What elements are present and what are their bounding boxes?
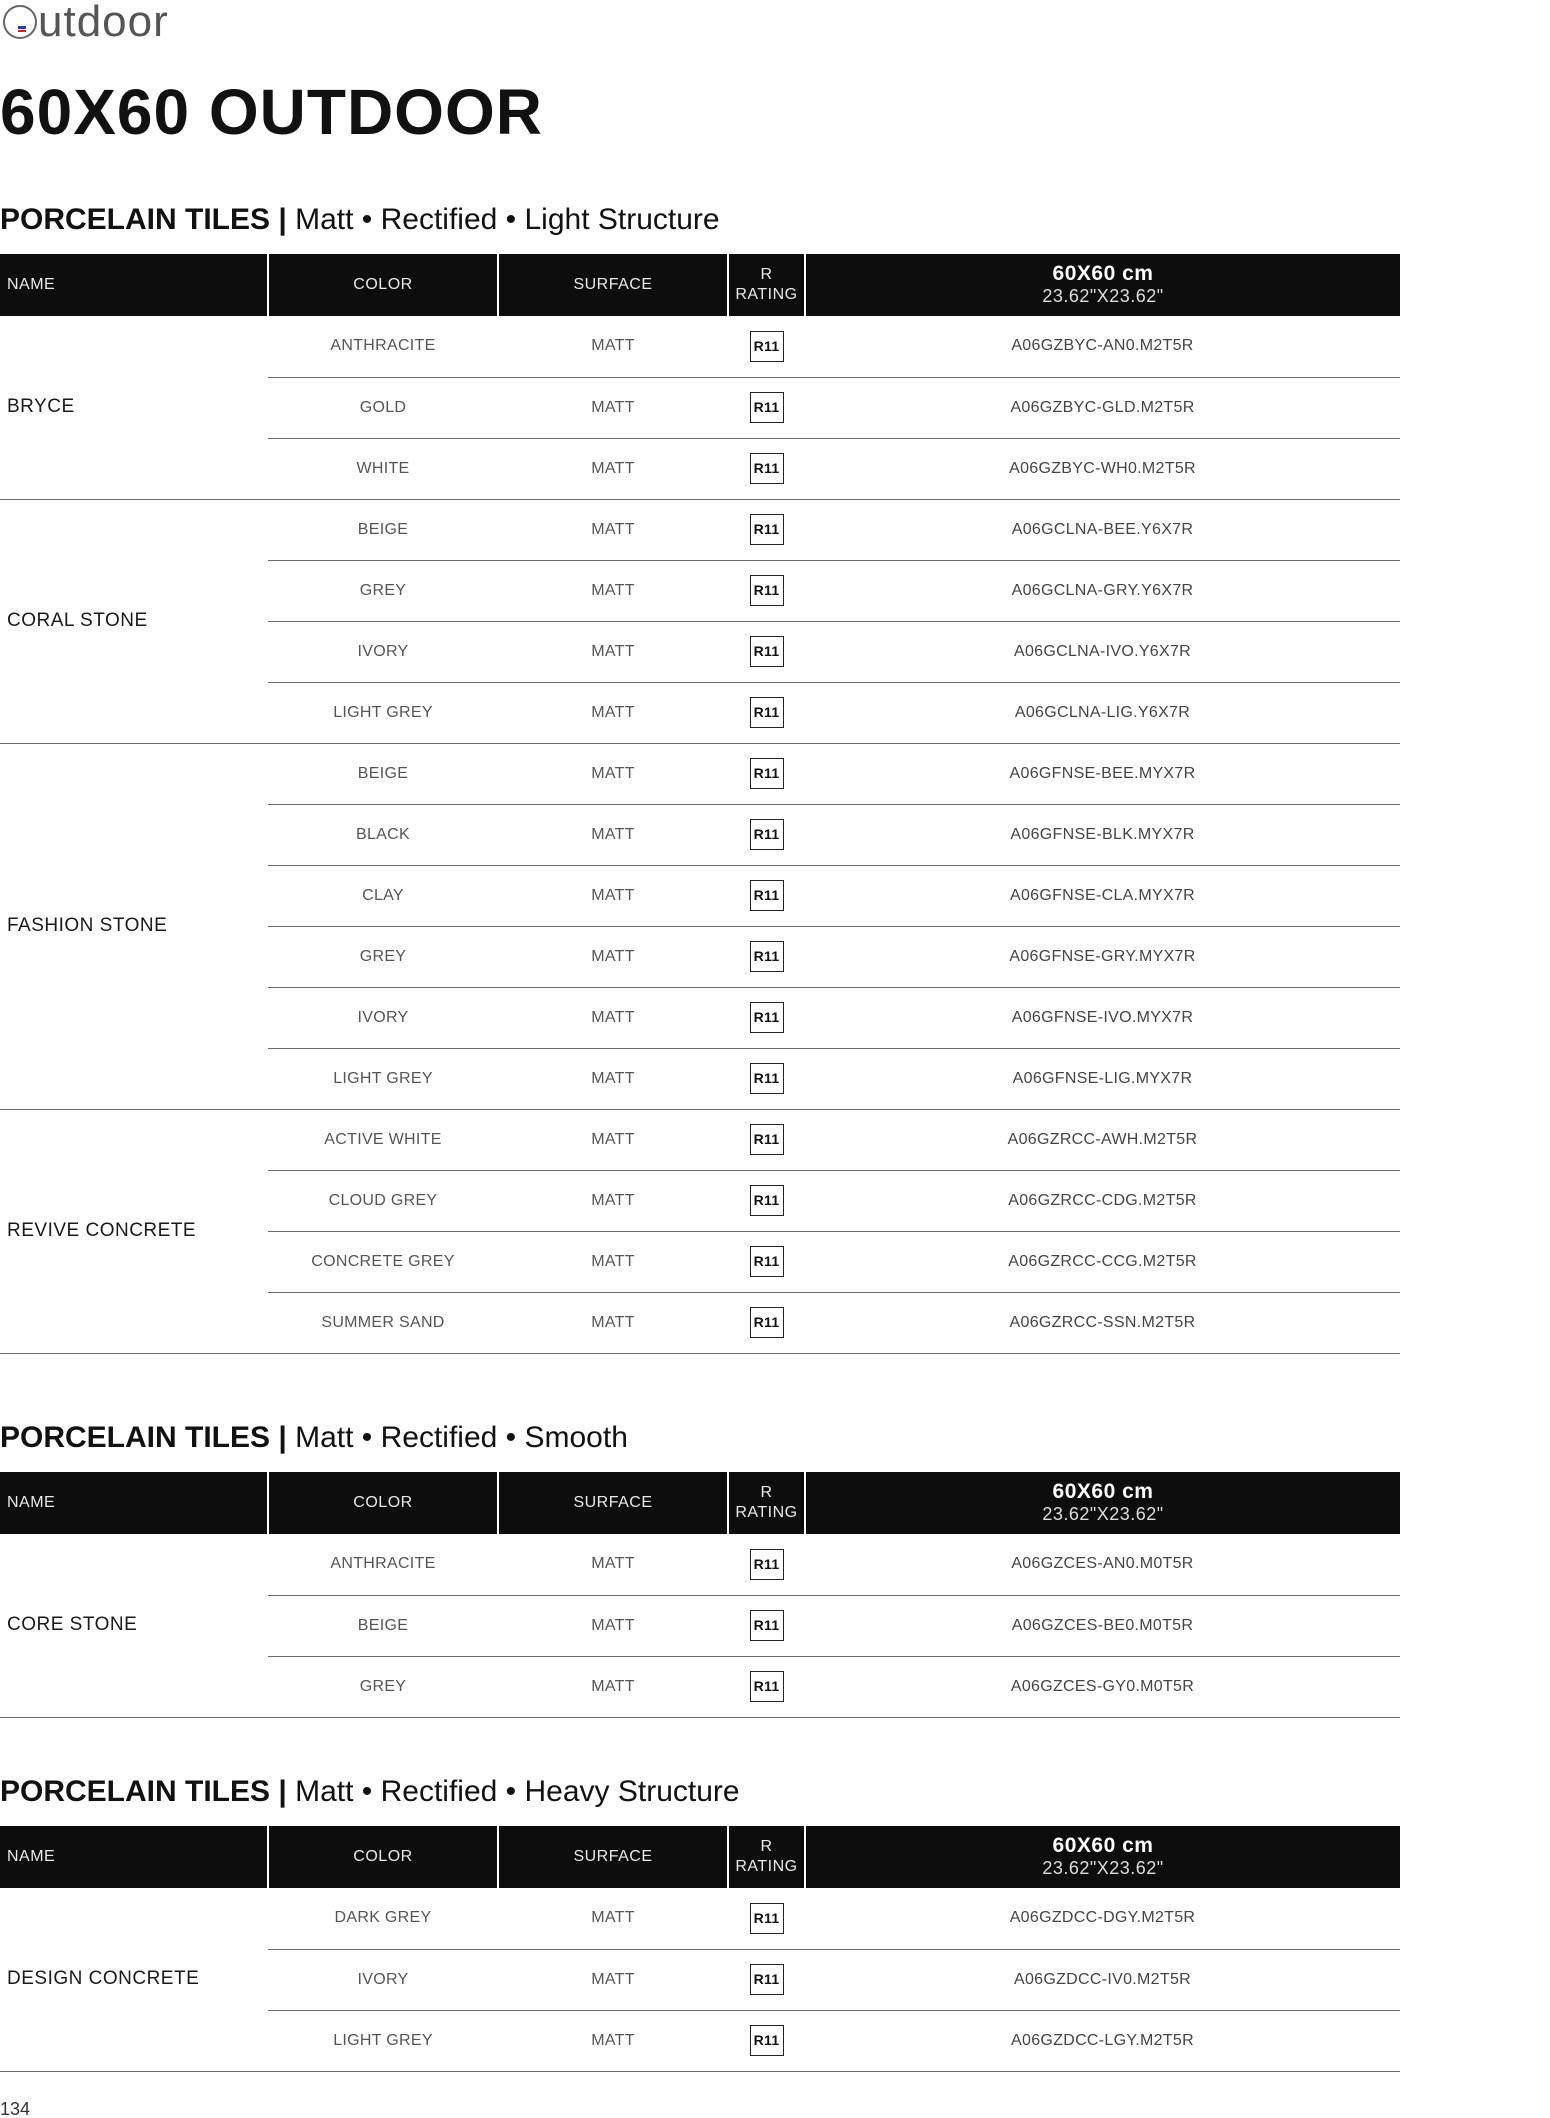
- header-surface: SURFACE: [498, 254, 728, 316]
- r-rating-badge: R11: [750, 880, 784, 911]
- surface-cell: MATT: [498, 743, 728, 804]
- product-code: A06GZRCC-AWH.M2T5R: [805, 1109, 1400, 1170]
- r-rating-badge: R11: [750, 1002, 784, 1033]
- header-r-line2: RATING: [735, 286, 798, 303]
- product-section: [0, 1418, 1400, 1718]
- product-name: DESIGN CONCRETE: [0, 1888, 268, 2071]
- r-rating-cell: [728, 1231, 805, 1292]
- product-code: A06GZCES-BE0.M0T5R: [805, 1595, 1400, 1656]
- table-row: [0, 316, 1400, 377]
- color-cell: LIGHT GREY: [268, 682, 498, 743]
- product-name: BRYCE: [0, 316, 268, 499]
- header-surface: SURFACE: [498, 1826, 728, 1888]
- product-table: [0, 254, 1400, 1354]
- r-rating-badge: R11: [750, 636, 784, 667]
- section-title: [0, 1418, 1400, 1458]
- product-name: CORE STONE: [0, 1534, 268, 1717]
- color-cell: ANTHRACITE: [268, 1534, 498, 1595]
- r-rating-badge: R11: [750, 1246, 784, 1277]
- r-rating-cell: [728, 1292, 805, 1353]
- surface-cell: MATT: [498, 682, 728, 743]
- product-code: A06GZDCC-LGY.M2T5R: [805, 2010, 1400, 2071]
- r-rating-badge: R11: [750, 1124, 784, 1155]
- section-title: [0, 200, 1400, 240]
- product-code: A06GZBYC-AN0.M2T5R: [805, 316, 1400, 377]
- table-header-row: [0, 1826, 1400, 1888]
- header-size-metric: 60X60 cm: [1052, 1834, 1154, 1857]
- r-rating-cell: [728, 926, 805, 987]
- page-title: 60X60 OUTDOOR: [0, 76, 543, 148]
- r-rating-badge: R11: [750, 2025, 784, 2056]
- color-cell: CONCRETE GREY: [268, 1231, 498, 1292]
- r-rating-cell: [728, 438, 805, 499]
- header-size-imperial: 23.62"X23.62": [1042, 286, 1164, 306]
- r-rating-cell: [728, 1656, 805, 1717]
- product-section: [0, 1772, 1400, 2072]
- r-rating-cell: [728, 865, 805, 926]
- r-rating-cell: [728, 1048, 805, 1109]
- product-code: A06GZDCC-DGY.M2T5R: [805, 1888, 1400, 1949]
- product-code: A06GZCES-GY0.M0T5R: [805, 1656, 1400, 1717]
- section-title: [0, 1772, 1400, 1812]
- r-rating-cell: [728, 1170, 805, 1231]
- surface-cell: MATT: [498, 377, 728, 438]
- surface-cell: MATT: [498, 1888, 728, 1949]
- header-r-rating: [728, 1826, 805, 1888]
- r-rating-badge: R11: [750, 697, 784, 728]
- header-size: [805, 1826, 1400, 1888]
- surface-cell: MATT: [498, 1048, 728, 1109]
- product-code: A06GZRCC-CCG.M2T5R: [805, 1231, 1400, 1292]
- surface-cell: MATT: [498, 621, 728, 682]
- surface-cell: MATT: [498, 316, 728, 377]
- header-name: NAME: [0, 254, 268, 316]
- color-cell: IVORY: [268, 621, 498, 682]
- table-row: [0, 1109, 1400, 1170]
- r-rating-badge: R11: [750, 941, 784, 972]
- r-rating-cell: [728, 499, 805, 560]
- r-rating-cell: [728, 1595, 805, 1656]
- r-rating-badge: R11: [750, 1903, 784, 1934]
- r-rating-cell: [728, 743, 805, 804]
- table-row: [0, 743, 1400, 804]
- header-surface: SURFACE: [498, 1472, 728, 1534]
- r-rating-cell: [728, 2010, 805, 2071]
- r-rating-cell: [728, 1949, 805, 2010]
- r-rating-badge: R11: [750, 1063, 784, 1094]
- surface-cell: MATT: [498, 499, 728, 560]
- color-cell: DARK GREY: [268, 1888, 498, 1949]
- r-rating-badge: R11: [750, 819, 784, 850]
- surface-cell: MATT: [498, 804, 728, 865]
- header-r-line1: R: [760, 266, 773, 283]
- surface-cell: MATT: [498, 987, 728, 1048]
- color-cell: BEIGE: [268, 499, 498, 560]
- surface-cell: MATT: [498, 1534, 728, 1595]
- header-r-line2: RATING: [735, 1504, 798, 1521]
- r-rating-cell: [728, 621, 805, 682]
- product-code: A06GZBYC-GLD.M2T5R: [805, 377, 1400, 438]
- surface-cell: MATT: [498, 1231, 728, 1292]
- surface-cell: MATT: [498, 2010, 728, 2071]
- r-rating-cell: [728, 1109, 805, 1170]
- table-row: [0, 499, 1400, 560]
- surface-cell: MATT: [498, 926, 728, 987]
- r-rating-badge: R11: [750, 575, 784, 606]
- header-color: COLOR: [268, 1826, 498, 1888]
- color-cell: ACTIVE WHITE: [268, 1109, 498, 1170]
- r-rating-cell: [728, 560, 805, 621]
- section-title-specs: Matt • Rectified • Light Structure: [286, 203, 720, 236]
- r-rating-badge: R11: [750, 1549, 784, 1580]
- header-size: [805, 254, 1400, 316]
- color-cell: GREY: [268, 560, 498, 621]
- color-cell: IVORY: [268, 987, 498, 1048]
- table-header-row: [0, 1472, 1400, 1534]
- color-cell: SUMMER SAND: [268, 1292, 498, 1353]
- surface-cell: MATT: [498, 1656, 728, 1717]
- product-name: CORAL STONE: [0, 499, 268, 743]
- color-cell: CLOUD GREY: [268, 1170, 498, 1231]
- r-rating-cell: [728, 1888, 805, 1949]
- section-title-specs: Matt • Rectified • Smooth: [286, 1421, 628, 1454]
- surface-cell: MATT: [498, 438, 728, 499]
- header-color: COLOR: [268, 1472, 498, 1534]
- color-cell: ANTHRACITE: [268, 316, 498, 377]
- header-r-line1: R: [760, 1484, 773, 1501]
- product-code: A06GZDCC-IV0.M2T5R: [805, 1949, 1400, 2010]
- product-code: A06GCLNA-LIG.Y6X7R: [805, 682, 1400, 743]
- color-cell: LIGHT GREY: [268, 1048, 498, 1109]
- product-code: A06GFNSE-BEE.MYX7R: [805, 743, 1400, 804]
- table-row: [0, 1888, 1400, 1949]
- product-code: A06GFNSE-CLA.MYX7R: [805, 865, 1400, 926]
- header-r-line1: R: [760, 1838, 773, 1855]
- product-code: A06GZCES-AN0.M0T5R: [805, 1534, 1400, 1595]
- product-code: A06GCLNA-GRY.Y6X7R: [805, 560, 1400, 621]
- brand-header: [0, 0, 169, 44]
- surface-cell: MATT: [498, 1949, 728, 2010]
- r-rating-badge: R11: [750, 1671, 784, 1702]
- surface-cell: MATT: [498, 560, 728, 621]
- table-header-row: [0, 254, 1400, 316]
- header-size-imperial: 23.62"X23.62": [1042, 1858, 1164, 1878]
- r-rating-cell: [728, 377, 805, 438]
- product-name: FASHION STONE: [0, 743, 268, 1109]
- header-size: [805, 1472, 1400, 1534]
- brand-text: utdoor: [38, 0, 169, 46]
- r-rating-badge: R11: [750, 1307, 784, 1338]
- header-size-imperial: 23.62"X23.62": [1042, 1504, 1164, 1524]
- surface-cell: MATT: [498, 865, 728, 926]
- product-code: A06GFNSE-BLK.MYX7R: [805, 804, 1400, 865]
- product-table: [0, 1826, 1400, 2072]
- product-code: A06GFNSE-LIG.MYX7R: [805, 1048, 1400, 1109]
- section-title-main: PORCELAIN TILES |: [0, 1775, 287, 1808]
- surface-cell: MATT: [498, 1292, 728, 1353]
- section-title-specs: Matt • Rectified • Heavy Structure: [286, 1775, 740, 1808]
- section-title-main: PORCELAIN TILES |: [0, 1421, 287, 1454]
- color-cell: BLACK: [268, 804, 498, 865]
- brand-logo-icon: [3, 5, 37, 39]
- product-code: A06GZBYC-WH0.M2T5R: [805, 438, 1400, 499]
- color-cell: BEIGE: [268, 1595, 498, 1656]
- r-rating-cell: [728, 987, 805, 1048]
- page-number: 134: [0, 2099, 31, 2118]
- product-code: A06GFNSE-IVO.MYX7R: [805, 987, 1400, 1048]
- color-cell: GREY: [268, 926, 498, 987]
- header-size-metric: 60X60 cm: [1052, 1480, 1154, 1503]
- r-rating-cell: [728, 316, 805, 377]
- header-name: NAME: [0, 1826, 268, 1888]
- color-cell: GREY: [268, 1656, 498, 1717]
- r-rating-badge: R11: [750, 514, 784, 545]
- r-rating-cell: [728, 1534, 805, 1595]
- color-cell: GOLD: [268, 377, 498, 438]
- color-cell: CLAY: [268, 865, 498, 926]
- product-table: [0, 1472, 1400, 1718]
- header-name: NAME: [0, 1472, 268, 1534]
- r-rating-badge: R11: [750, 1610, 784, 1641]
- color-cell: BEIGE: [268, 743, 498, 804]
- r-rating-badge: R11: [750, 1185, 784, 1216]
- table-row: [0, 1534, 1400, 1595]
- color-cell: WHITE: [268, 438, 498, 499]
- surface-cell: MATT: [498, 1109, 728, 1170]
- product-code: A06GZRCC-CDG.M2T5R: [805, 1170, 1400, 1231]
- r-rating-badge: R11: [750, 1964, 784, 1995]
- header-size-metric: 60X60 cm: [1052, 262, 1154, 285]
- r-rating-badge: R11: [750, 758, 784, 789]
- product-code: A06GZRCC-SSN.M2T5R: [805, 1292, 1400, 1353]
- product-section: [0, 200, 1400, 1354]
- header-r-line2: RATING: [735, 1858, 798, 1875]
- color-cell: IVORY: [268, 1949, 498, 2010]
- surface-cell: MATT: [498, 1170, 728, 1231]
- product-code: A06GCLNA-BEE.Y6X7R: [805, 499, 1400, 560]
- product-code: A06GCLNA-IVO.Y6X7R: [805, 621, 1400, 682]
- r-rating-badge: R11: [750, 331, 784, 362]
- section-title-main: PORCELAIN TILES |: [0, 203, 287, 236]
- r-rating-cell: [728, 804, 805, 865]
- product-name: REVIVE CONCRETE: [0, 1109, 268, 1353]
- header-r-rating: [728, 254, 805, 316]
- header-r-rating: [728, 1472, 805, 1534]
- surface-cell: MATT: [498, 1595, 728, 1656]
- r-rating-badge: R11: [750, 392, 784, 423]
- color-cell: LIGHT GREY: [268, 2010, 498, 2071]
- r-rating-badge: R11: [750, 453, 784, 484]
- product-code: A06GFNSE-GRY.MYX7R: [805, 926, 1400, 987]
- r-rating-cell: [728, 682, 805, 743]
- header-color: COLOR: [268, 254, 498, 316]
